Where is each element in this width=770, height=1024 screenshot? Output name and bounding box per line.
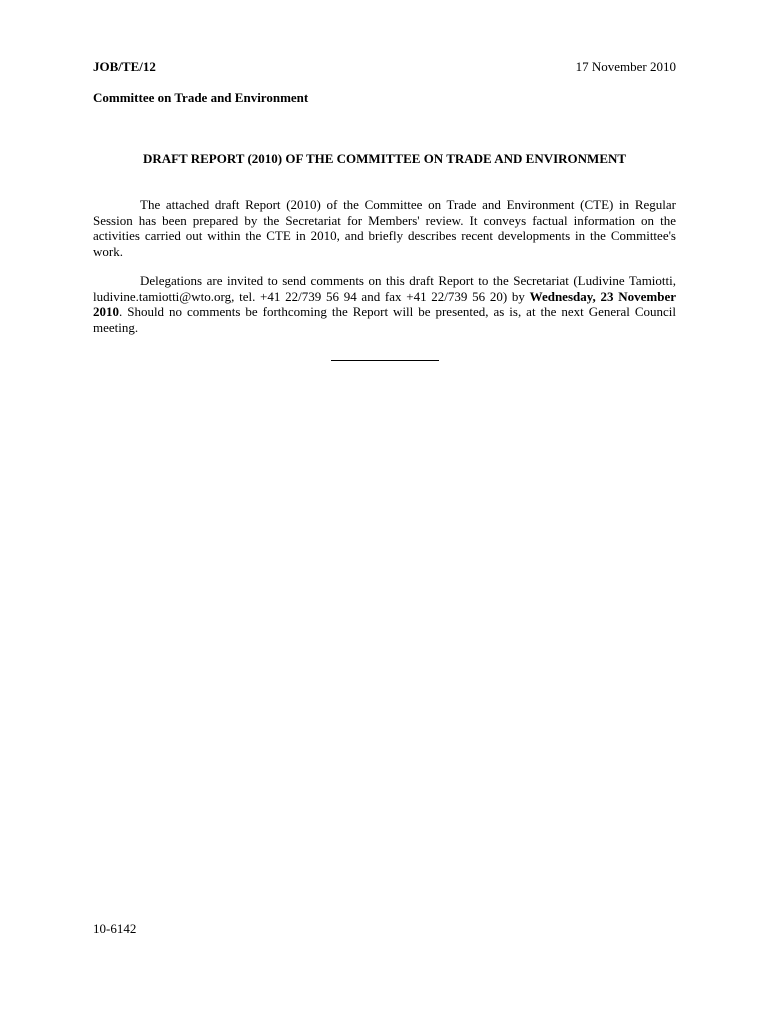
paragraph-comments-text-start: Delegations are invited to send comments on this draft Report to the Secretariat (Ludivine Tamiotti, ludivine.tamiotti@wto.org, tel. +41 22/739 56 94 and fax +41 22/739 56 20) by — [93, 273, 676, 304]
document-symbol: JOB/TE/12 — [93, 59, 156, 74]
end-of-text-rule — [331, 360, 439, 361]
comments-deadline: Wednesday, 23 November 2010 — [93, 288, 676, 319]
document-date: 17 November 2010 — [575, 59, 676, 74]
paragraph-comments-text-end: . Should no comments be forthcoming the Report will be presented, as is, at the next General Council meeting. — [93, 304, 676, 335]
paragraph-intro-text: The attached draft Report (2010) of the Committee on Trade and Environment (CTE) in Regular Session has been prepared by the Secretariat for Members' review. It conveys factual information on the activities carried out within the CTE in 2010, and briefly describes recent developments in the Committee's work. — [93, 197, 676, 259]
paragraph-intro — [93, 197, 676, 259]
paragraph-comments — [93, 273, 676, 335]
report-title: DRAFT REPORT (2010) OF THE COMMITTEE ON TRADE AND ENVIRONMENT — [142, 151, 627, 166]
document-number: 10-6142 — [93, 921, 137, 936]
committee-name: Committee on Trade and Environment — [93, 90, 309, 105]
